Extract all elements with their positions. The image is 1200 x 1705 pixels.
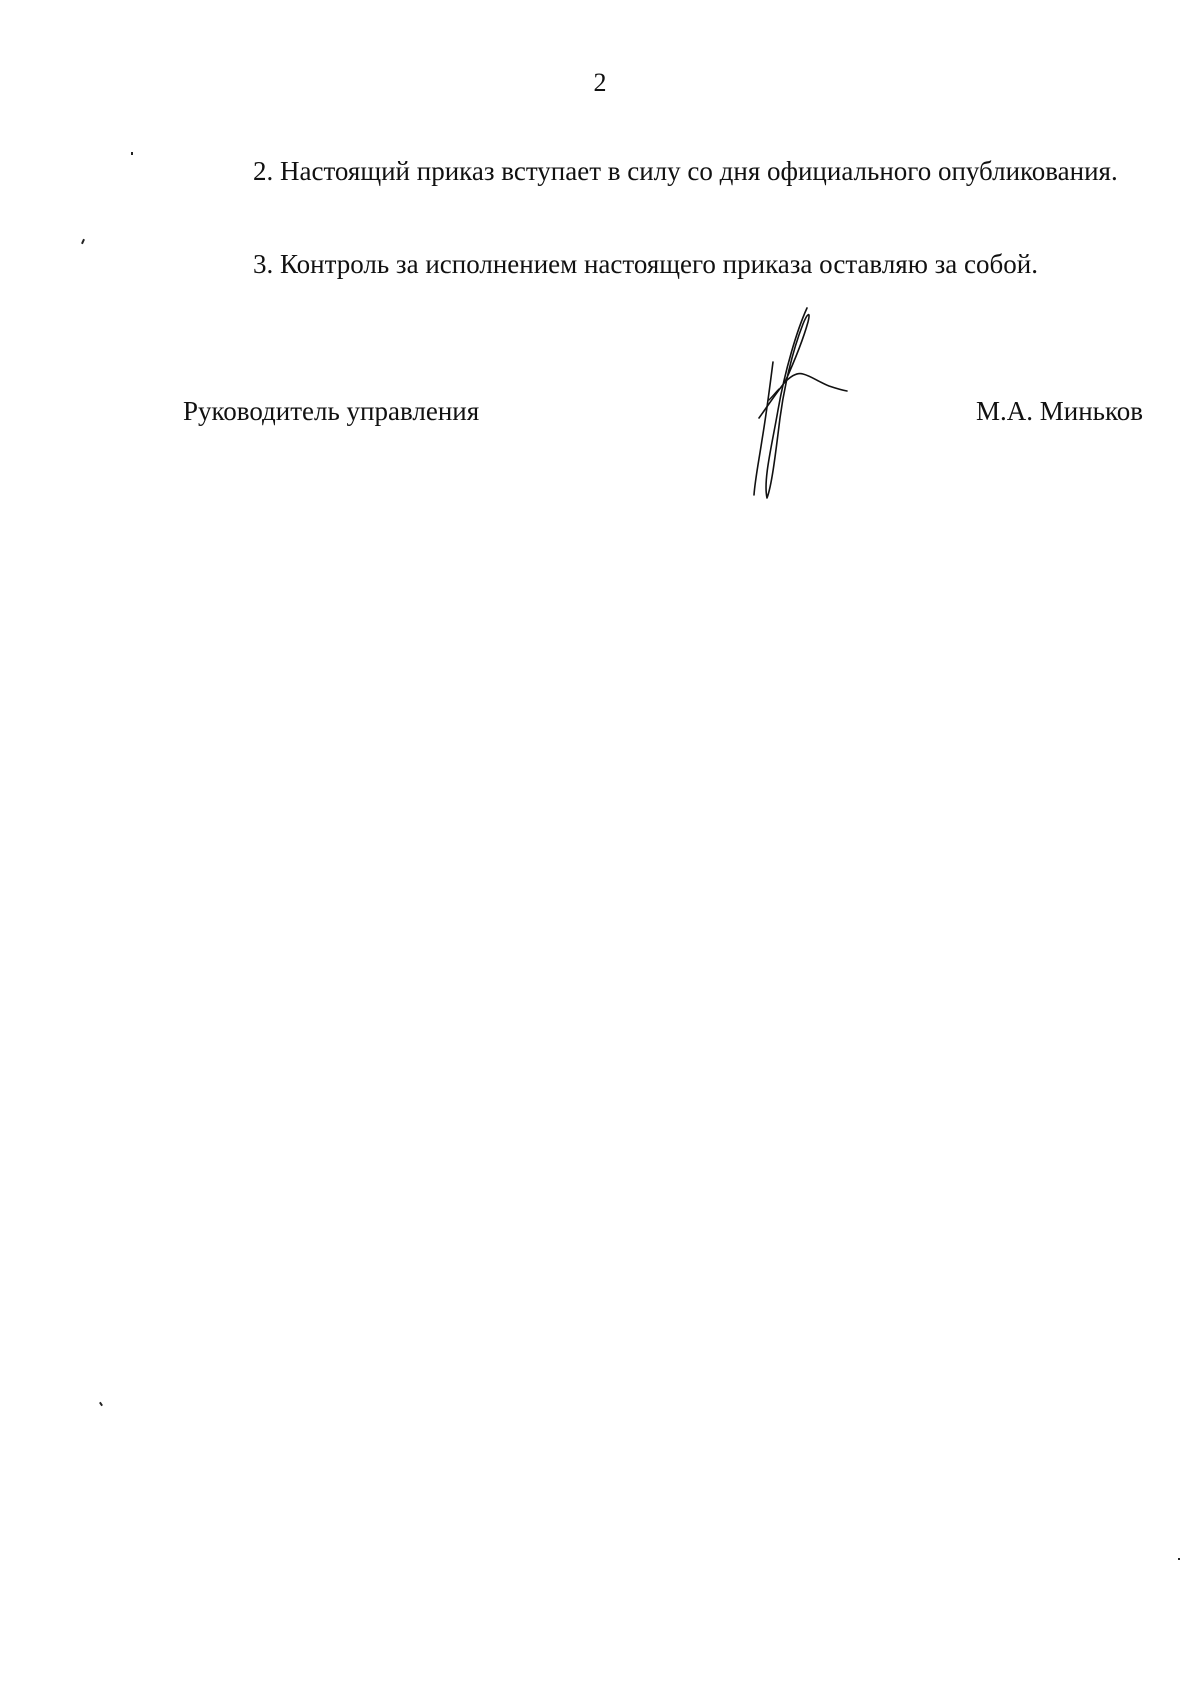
- paragraph-2: 2. Настоящий приказ вступает в силу со дня официального опубликования.: [253, 156, 1118, 186]
- page-number: 2: [593, 68, 607, 97]
- scan-speck: [99, 1402, 103, 1406]
- paragraph-3: 3. Контроль за исполнением настоящего приказа оставляю за собой.: [253, 249, 1038, 279]
- scan-speck: [131, 152, 133, 155]
- signature-stroke-main: [766, 308, 809, 498]
- scan-speck: [1178, 1558, 1180, 1560]
- signature-stroke-tick: [769, 389, 779, 400]
- scan-speck: [81, 239, 85, 244]
- signatory-name: М.А. Миньков: [976, 396, 1143, 426]
- signature-stroke-left: [754, 362, 773, 495]
- signatory-role: Руководитель управления: [183, 396, 480, 426]
- handwritten-signature-icon: [745, 300, 855, 505]
